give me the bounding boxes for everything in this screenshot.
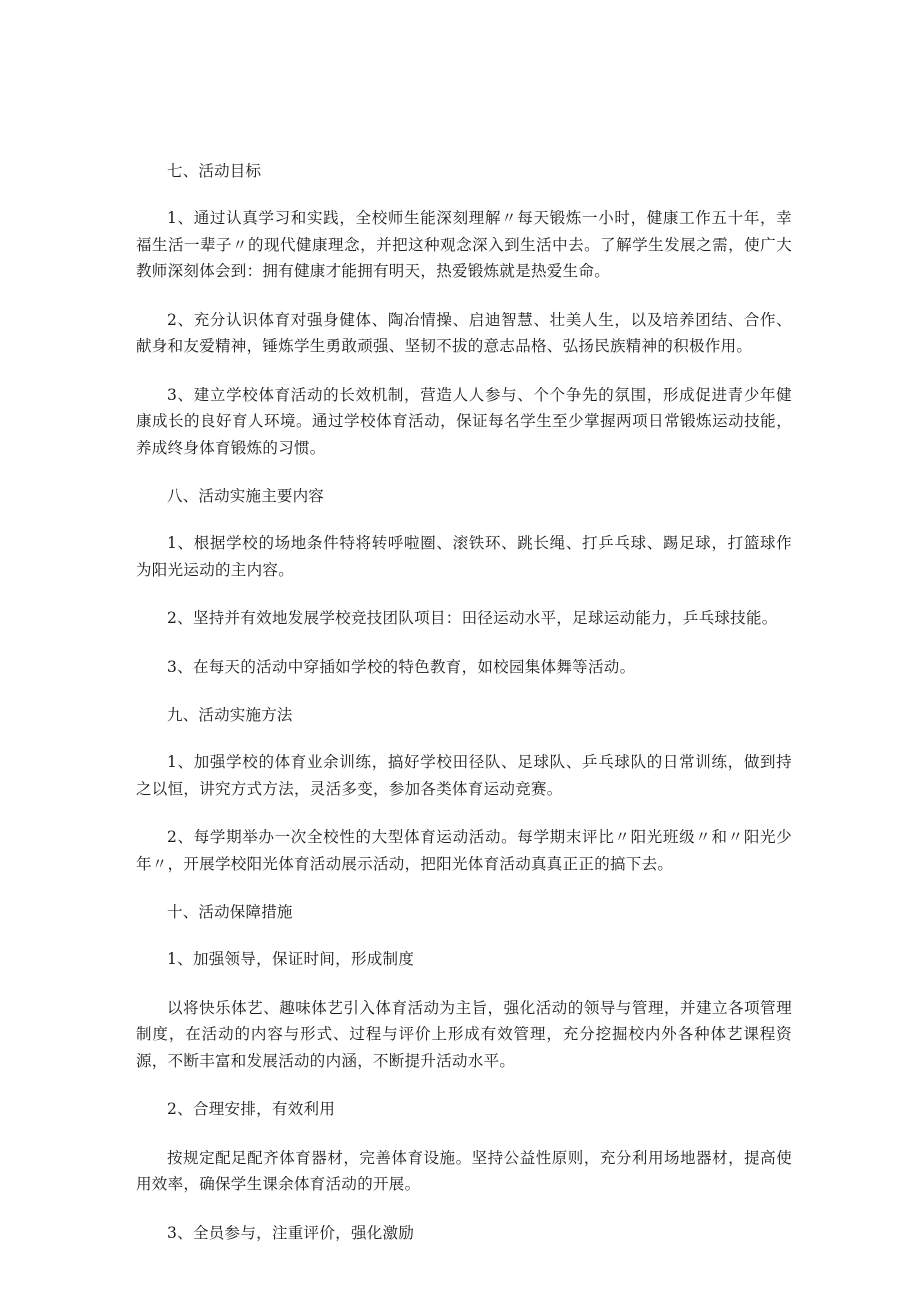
sub-heading: 3、全员参与，注重评价，强化激励 — [167, 1223, 415, 1242]
document-body — [136, 158, 792, 1268]
paragraph: 1、通过认真学习和实践，全校师生能深刻理解〃每天锻炼一小时，健康工作五十年，幸福生活一辈子〃的现代健康理念，并把这种观念深入到生活中去。了解学生发展之需，使广大教师深刻体会到：拥有健康才能拥有明天，热爱锻炼就是热爱生命。 — [136, 209, 792, 280]
section-heading-7: 七、活动目标 — [167, 162, 262, 180]
paragraph: 2、每学期举办一次全校性的大型体育运动活动。每学期末评比〃阳光班级〃和〃阳光少年〃，开展学校阳光体育活动展示活动，把阳光体育活动真真正正的搞下去。 — [136, 828, 792, 873]
paragraph: 以将快乐体艺、趣味体艺引入体育活动为主旨，强化活动的领导与管理，并建立各项管理制度，在活动的内容与形式、过程与评价上形成有效管理，充分挖掘校内外各种体艺课程资源，不断丰富和发展活动的内涵，不断提升活动水平。 — [136, 998, 792, 1070]
sub-heading: 2、合理安排，有效利用 — [167, 1100, 336, 1118]
section-heading-8: 八、活动实施主要内容 — [167, 487, 325, 505]
paragraph: 3、在每天的活动中穿插如学校的特色教育，如校园集体舞等活动。 — [167, 657, 636, 676]
paragraph: 1、加强学校的体育业余训练，搞好学校田径队、足球队、乒乓球队的日常训练，做到持之以恒，讲究方式方法，灵活多变，参加各类体育运动竞赛。 — [136, 753, 792, 798]
section-heading-9: 九、活动实施方法 — [167, 706, 293, 724]
section-heading-10: 十、活动保障措施 — [167, 903, 293, 921]
paragraph: 2、坚持并有效地发展学校竞技团队项目：田径运动水平，足球运动能力，乒乓球技能。 — [167, 609, 778, 627]
sub-heading: 1、加强领导，保证时间，形成制度 — [167, 950, 415, 968]
paragraph: 2、充分认识体育对强身健体、陶冶情操、启迪智慧、壮美人生，以及培养团结、合作、献身和友爱精神，锤炼学生勇敢顽强、坚韧不拔的意志品格、弘扬民族精神的积极作用。 — [136, 310, 792, 355]
paragraph: 按规定配足配齐体育器材，完善体育设施。坚持公益性原则，充分利用场地器材，提高使用效率，确保学生课余体育活动的开展。 — [136, 1148, 792, 1193]
paragraph: 3、建立学校体育活动的长效机制，营造人人参与、个个争先的氛围，形成促进青少年健康成长的良好育人环境。通过学校体育活动，保证每名学生至少掌握两项日常锻炼运动技能，养成终身体育锻炼的习惯。 — [136, 385, 792, 457]
paragraph: 1、根据学校的场地条件特将转呼啦圈、滚铁环、跳长绳、打乒乓球、踢足球，打篮球作为阳光运动的主内容。 — [136, 534, 792, 579]
